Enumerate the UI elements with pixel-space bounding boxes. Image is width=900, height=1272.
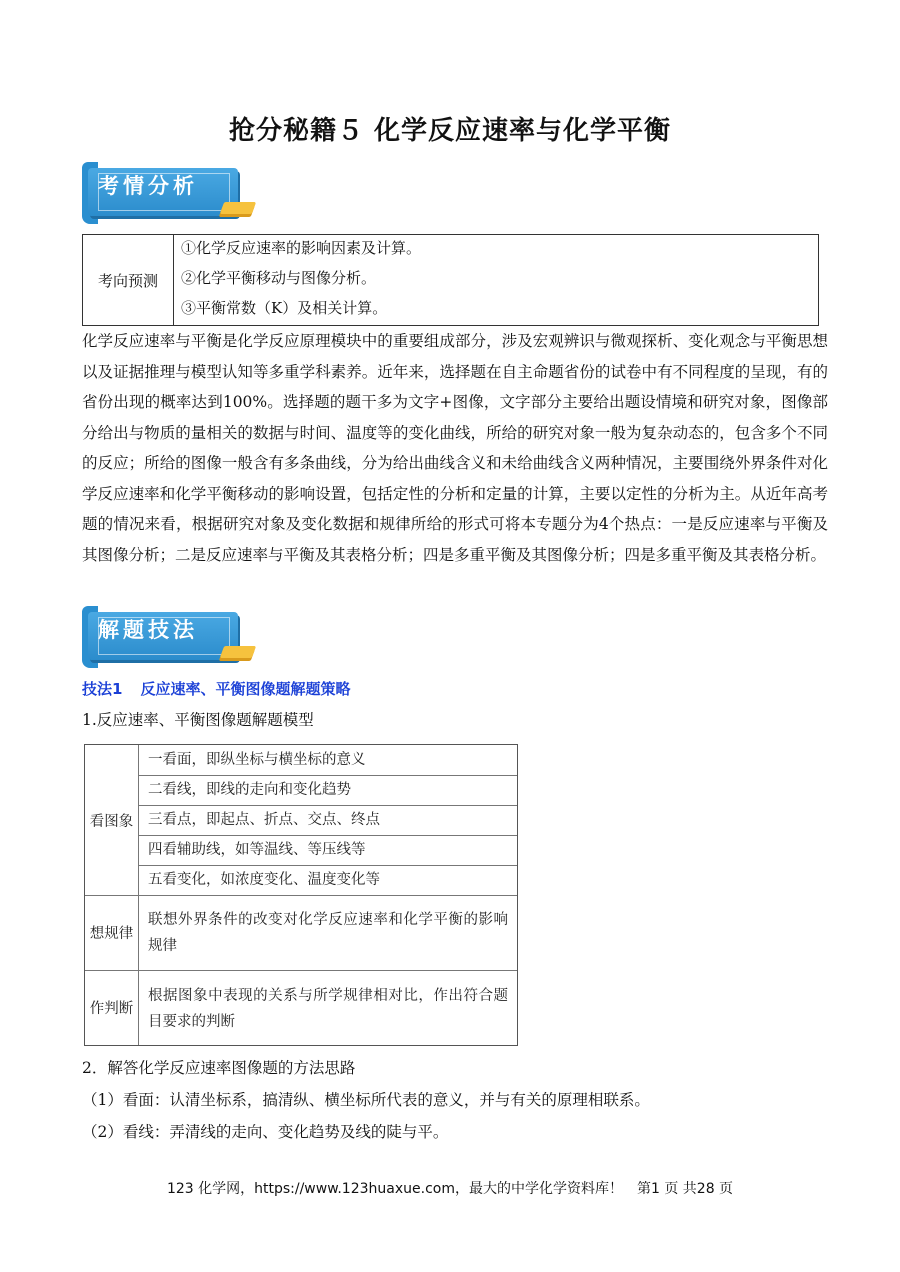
forecast-item: ②化学平衡移动与图像分析。: [181, 269, 377, 287]
forecast-item: ③平衡常数（K）及相关计算。: [181, 299, 388, 317]
think-text: 联想外界条件的改变对化学反应速率和化学平衡的影响规律: [148, 912, 508, 954]
intro-paragraph: 化学反应速率与平衡是化学反应原理模块中的重要组成部分，涉及宏观辨识与微观探析、变化观念与平衡思想以及证据推理与模型认知等多重学科素养。近年来，选择题在自主命题省份的试卷中有不同程度的呈现，有的省份出现的概率达到100%。选择题的题干多为文字+图像，文字部分主要给出题设情境和研究对象，图像部分给出与物质的量相关的数据与时间、温度等的变化曲线，所给的研究对象一般为复杂动态的，包含多个不同的反应；所给的图像一般含有多条曲线，分为给出曲线含义和未给曲线含义两种情况，主要围绕外界条件对化学反应速率和化学平衡移动的影响设置，包括定性的分析和定量的计算，主要以定性的分析为主。从近年高考题的情况来看，根据研究对象及变化数据和规律所给的形式可将本专题分为4个热点：一是反应速率与平衡及其图像分析；二是反应速率与平衡及其表格分析；四是多重平衡及其图像分析；四是多重平衡及其表格分析。: [82, 332, 828, 564]
subheading-method: 2．解答化学反应速率图像题的方法思路: [82, 1059, 356, 1077]
judge-label: 作判断: [85, 970, 139, 1045]
look-item: 二看线，即线的走向和变化趋势: [148, 782, 351, 798]
page-title: 抢分秘籍５ 化学反应速率与化学平衡: [228, 116, 672, 146]
think-label: 想规律: [85, 895, 139, 970]
look-item: 五看变化，如浓度变化、温度变化等: [148, 872, 380, 888]
step-look-axes: （1）看面：认清坐标系，搞清纵、横坐标所代表的意义，并与有关的原理相联系。: [82, 1091, 650, 1109]
subheading-model: 1.反应速率、平衡图像题解题模型: [82, 711, 314, 729]
banner-label: 解题技法: [98, 618, 198, 642]
step-look-lines: （2）看线：弄清线的走向、变化趋势及线的陡与平。: [82, 1123, 449, 1141]
forecast-items: [181, 235, 421, 325]
forecast-header: 考向预测: [83, 235, 174, 325]
look-item: 三看点，即起点、折点、交点、终点: [148, 812, 380, 828]
look-label: 看图象: [85, 745, 139, 895]
book-icon: [220, 646, 256, 658]
forecast-item: ①化学反应速率的影响因素及计算。: [181, 239, 422, 257]
section-banner-problem-solving: [82, 606, 254, 668]
banner-label: 考情分析: [98, 174, 198, 198]
judge-text: 根据图象中表现的关系与所学规律相对比，作出符合题目要求的判断: [148, 988, 508, 1030]
forecast-table: [82, 234, 819, 326]
page-footer: 123 化学网，https://www.123huaxue.com，最大的中学化学资料库！ 第1 页 共28 页: [166, 1181, 734, 1197]
skill-title: 反应速率、平衡图像题解题策略: [140, 680, 351, 698]
skill-number: 技法1: [82, 680, 123, 698]
model-table: [84, 744, 518, 1046]
look-item: 一看面，即纵坐标与横坐标的意义: [148, 752, 366, 768]
skill-heading: [82, 678, 350, 699]
section-banner-exam-analysis: [82, 162, 254, 224]
book-icon: [220, 202, 256, 214]
look-item: 四看辅助线，如等温线、等压线等: [148, 842, 366, 858]
